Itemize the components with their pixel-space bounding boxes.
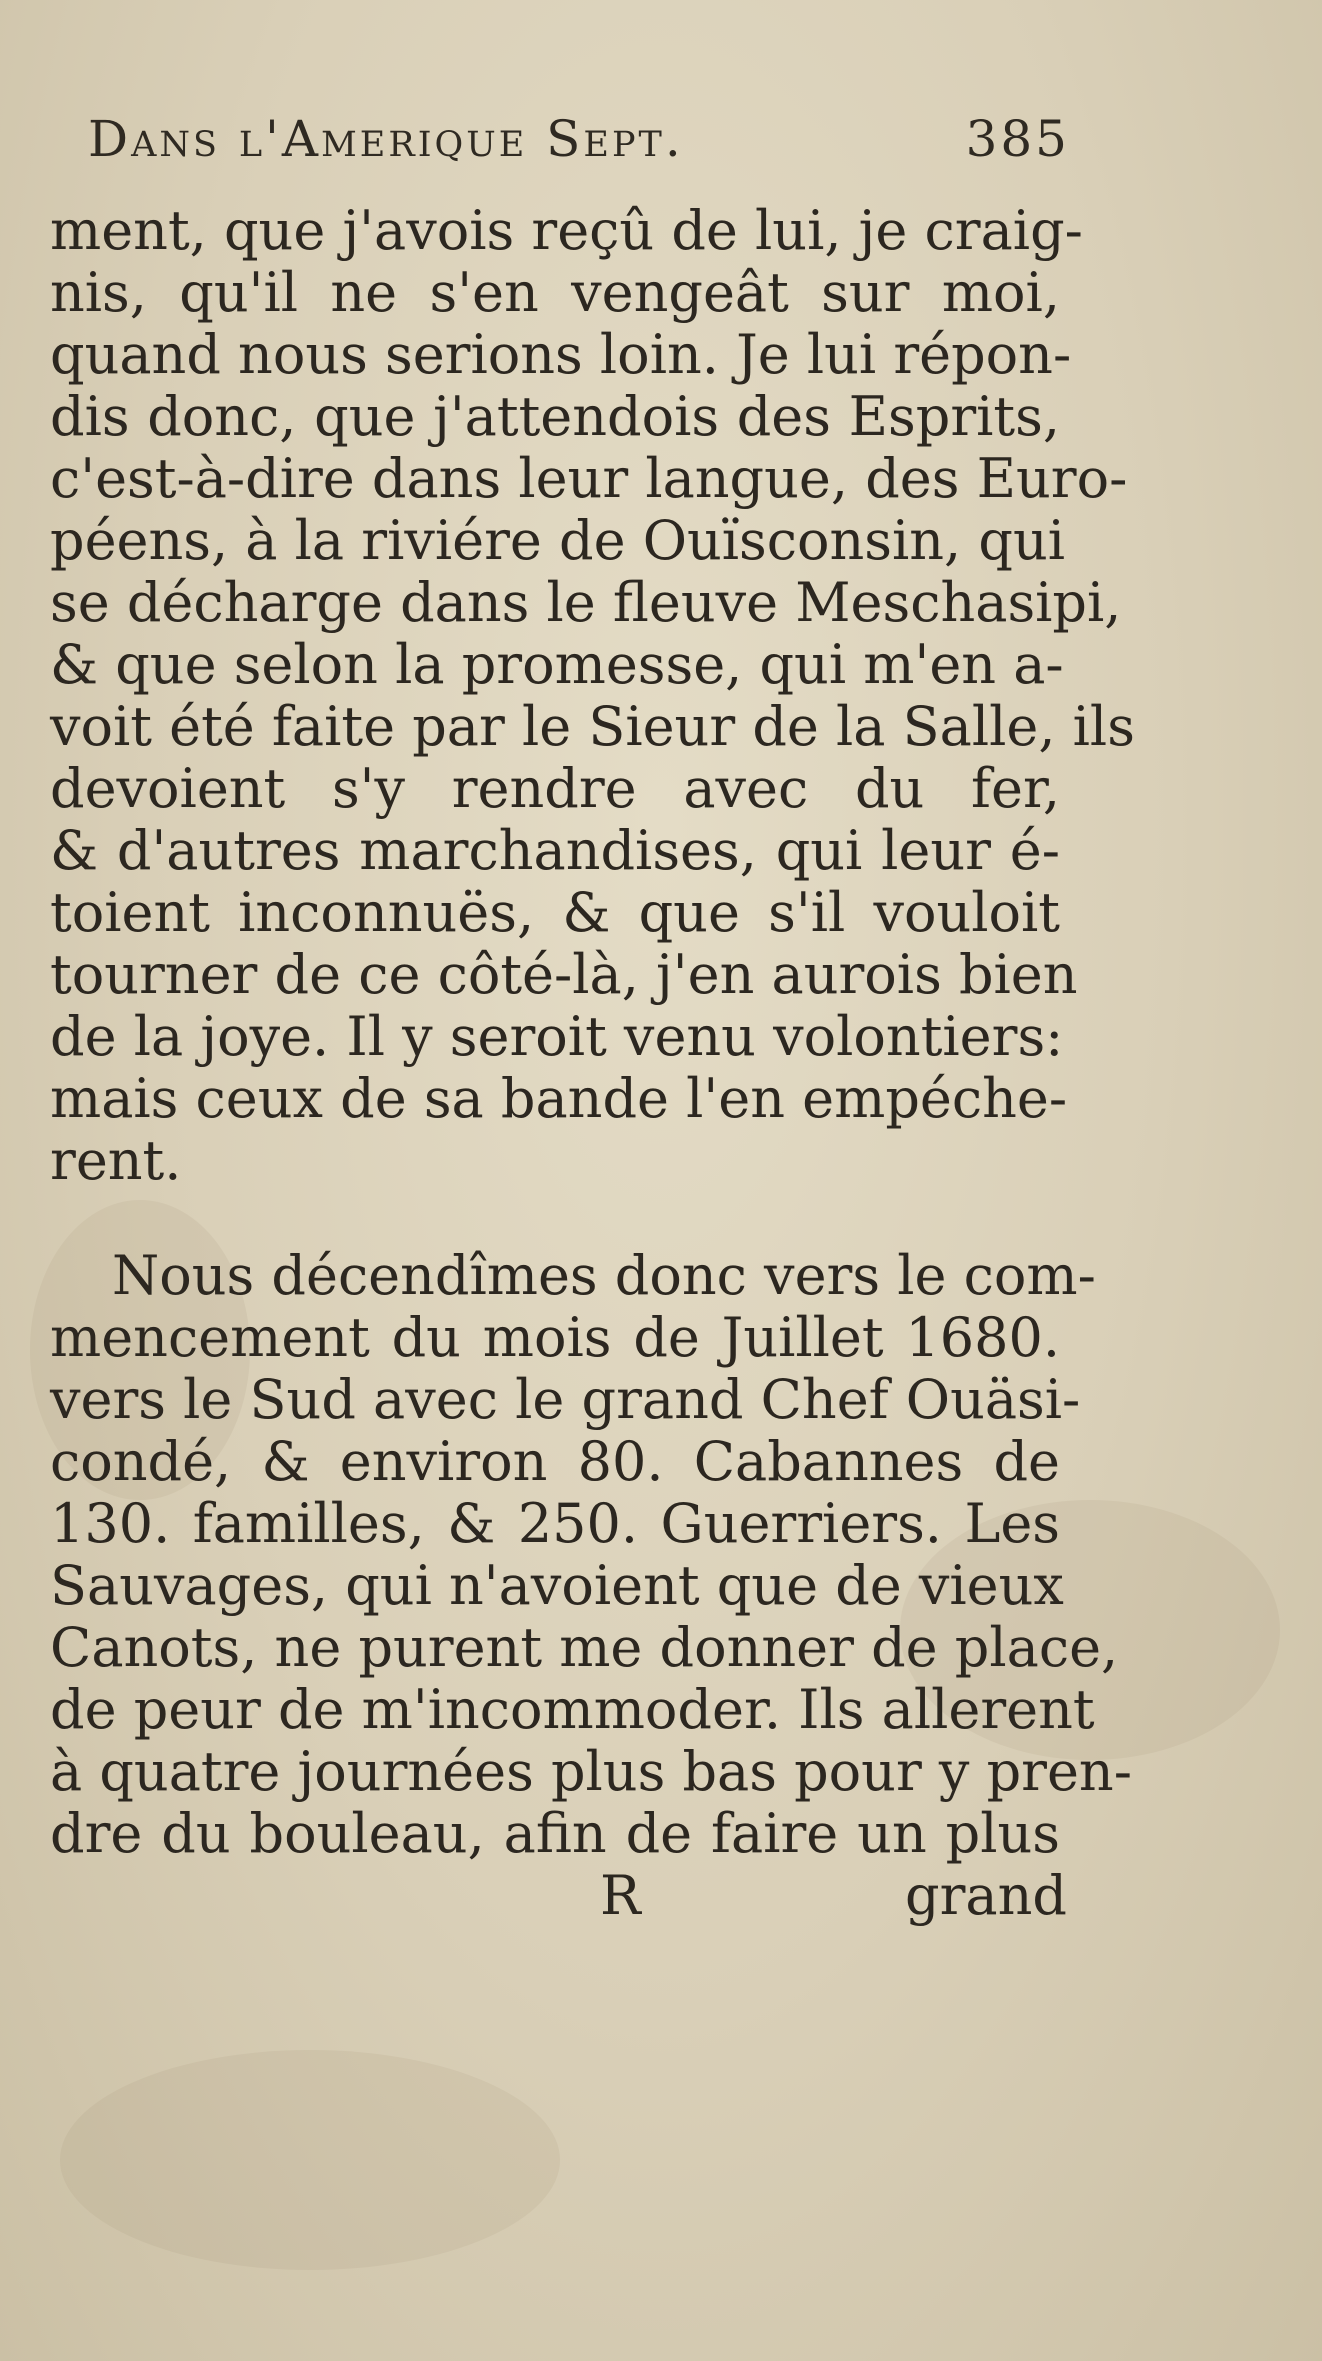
paper-stain xyxy=(60,2050,560,2270)
text-line: vers le Sud avec le grand Chef Ouäsi- xyxy=(50,1368,1081,1431)
text-line: condé, & environ 80. Cabannes de xyxy=(50,1430,1060,1493)
text-line: c'est-à-dire dans leur langue, des Euro- xyxy=(50,447,1128,510)
text-line: à quatre journées plus bas pour y pren- xyxy=(50,1740,1132,1803)
text-line: ment, que j'avois reçû de lui, je craig- xyxy=(50,199,1083,262)
text-line: toient inconnuës, & que s'il vouloit xyxy=(50,881,1060,944)
text-line: Sauvages, qui n'avoient que de vieux xyxy=(50,1554,1064,1617)
running-title: Dans l'Amerique Sept. xyxy=(88,110,684,168)
text-line: dre du bouleau, afin de faire un plus xyxy=(50,1802,1060,1865)
text-line: devoient s'y rendre avec du fer, xyxy=(50,757,1060,820)
text-line: dis donc, que j'attendois des Esprits, xyxy=(50,385,1060,448)
text-line: mencement du mois de Juillet 1680. xyxy=(50,1306,1060,1369)
text-line: péens, à la riviére de Ouïsconsin, qui xyxy=(50,509,1066,572)
signature-mark: R xyxy=(600,1864,641,1927)
text-line: tourner de ce côté-là, j'en aurois bien xyxy=(50,943,1078,1006)
catchword: grand xyxy=(905,1864,1067,1927)
text-line: Canots, ne purent me donner de place, xyxy=(50,1616,1119,1679)
text-line: rent. xyxy=(50,1129,182,1192)
text-line: quand nous serions loin. Je lui répon- xyxy=(50,323,1072,386)
text-line: de peur de m'incommoder. Ils allerent xyxy=(50,1678,1095,1741)
text-line: de la joye. Il y seroit venu volontiers: xyxy=(50,1005,1064,1068)
text-line: nis, qu'il ne s'en vengeât sur moi, xyxy=(50,261,1060,324)
text-line: & d'autres marchandises, qui leur é- xyxy=(50,819,1060,882)
text-line: & que selon la promesse, qui m'en a- xyxy=(50,633,1064,696)
page-number: 385 xyxy=(965,110,1070,168)
text-line: voit été faite par le Sieur de la Salle, ils xyxy=(50,695,1135,758)
text-line: se décharge dans le fleuve Meschasipi, xyxy=(50,571,1122,634)
text-line: 130. familles, & 250. Guerriers. Les xyxy=(50,1492,1060,1555)
paragraph-start-line: Nous décendîmes donc vers le com- xyxy=(112,1244,1096,1307)
running-header xyxy=(88,110,1088,180)
text-line: mais ceux de sa bande l'en empéche- xyxy=(50,1067,1068,1130)
